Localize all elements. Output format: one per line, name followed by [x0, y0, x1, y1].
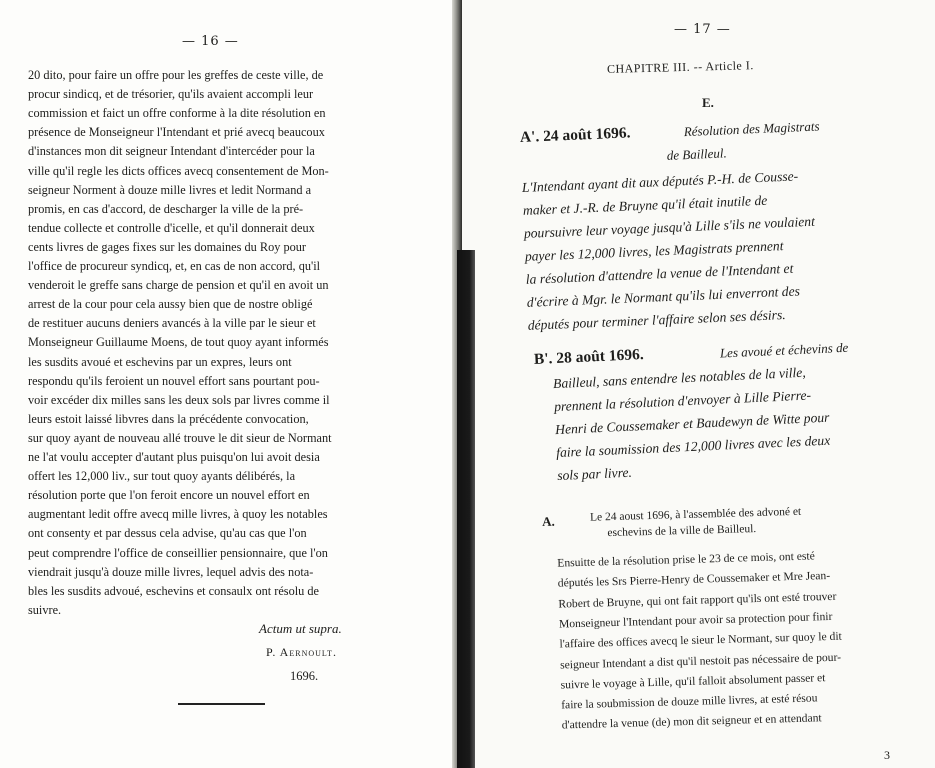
- entry-3-body-line: seigneur Intendant a dist qu'il nestoit pas nécessaire de pour-: [559, 650, 842, 672]
- entry-2-first-line: Les avoué et échevins de: [719, 339, 849, 361]
- section-letter: E.: [702, 95, 714, 110]
- body-line: résolution porte que l'on feroit encore un nouvel effort en: [28, 488, 310, 503]
- body-line: procur sindicq, et de trésorier, qu'ils avaient accompli leur: [28, 87, 314, 102]
- entry-1-title-a: Résolution des Magistrats: [683, 118, 820, 140]
- page-number-right: — 17 —: [674, 22, 731, 37]
- entry-3-first-line: Le 24 aoust 1696, à l'assemblée des advoné et: [589, 505, 802, 524]
- entry-1-body-line: la résolution d'attendre la venue de l'Intendant et: [525, 260, 794, 287]
- body-line: viendrait jusqu'à douze mille livres, lequel advis des nota-: [28, 564, 314, 579]
- entry-3-body-line: députés les Srs Pierre-Henry de Coussemaker et Mre Jean-: [557, 569, 831, 590]
- body-line: voir excéder dix milles sans les deux sols par livres comme il: [28, 392, 330, 407]
- body-line: tendue collecte et controlle d'icelle, et qu'il donnerait deux: [28, 220, 315, 235]
- body-line: d'instances mon dit seigneur Intendant d'intercéder pour la: [28, 144, 315, 159]
- signature-mark: 3: [884, 748, 890, 762]
- body-line: cents livres de gages fixes sur les domaines du Roy pour: [28, 239, 306, 254]
- entry-3-body-line: Monseigneur l'Intendant pour avoir sa protection pour finir: [558, 609, 833, 631]
- body-line: commission et faict un offre conforme à la dite résolution en: [28, 106, 326, 121]
- entry-1-body-line: d'écrire à Mgr. le Normant qu'ils lui enverront des: [526, 283, 801, 310]
- entry-1-body-line: poursuivre leur voyage jusqu'à Lille s'ils ne voulaient: [523, 213, 816, 241]
- body-line: suivre.: [28, 602, 62, 617]
- entry-2-body-line: prennent la résolution d'envoyer à Lille Pierre-: [553, 387, 812, 415]
- body-line: 20 dito, pour faire un offre pour les greffes de ceste ville, de: [28, 68, 324, 82]
- body-line: promis, en cas d'accord, de descharger la ville de la pré-: [28, 201, 304, 216]
- entry-1-body-line: L'Intendant ayant dit aux députés P.-H. de Cousse-: [521, 168, 799, 195]
- closing-rule: [178, 703, 265, 705]
- entry-3-label: A.: [541, 513, 555, 529]
- entry-3-second-line: eschevins de la ville de Bailleul.: [607, 523, 757, 540]
- entry-2-label: B'. 28 août 1696.: [533, 346, 645, 368]
- entry-2-body-line: sols par livre.: [556, 464, 633, 484]
- body-line: offert les 12,000 liv., sur tout quoy ayants délibérés, la: [28, 469, 296, 484]
- entry-3-body-line: Robert de Bruyne, qui ont fait rapport qu'ils ont esté trouver: [558, 589, 837, 611]
- entry-2-body-line: faire la soumission des 12,000 livres avec les deux: [555, 432, 831, 461]
- body-line: ont consenty et par dessus cela advise, qu'au cas que l'on: [28, 526, 307, 541]
- body-line: présence de Monseigneur l'Intendant et prié avecq beaucoux: [28, 125, 325, 140]
- entry-3-body-line: d'attendre la venue (de) mon dit seigneur et en attendant: [561, 711, 822, 732]
- body-line: ville qu'il regle les dicts offices avecq consentement de Mon-: [28, 163, 329, 178]
- entry-1-title-b: de Bailleul.: [666, 145, 727, 163]
- entry-3-body-line: suivre le voyage à Lille, qu'il falloit absolument passer et: [560, 670, 826, 692]
- entry-3-body-line: faire la soubmission de douze mille livres, at esté résou: [561, 691, 818, 712]
- entry-1-body-line: payer les 12,000 livres, les Magistrats prennent: [524, 238, 784, 264]
- body-line: les susdits avoué et eschevins par un expres, leurs ont: [28, 354, 292, 369]
- body-line: l'office de procureur syndicq, et, en cas de non accord, qu'il: [28, 259, 321, 273]
- body-line: ne l'at voulu accepter d'autant plus puisqu'on lui avoit desia: [28, 450, 320, 464]
- body-line: respondu qu'ils feroient un nouvel effort sans pourtant pou-: [28, 373, 320, 388]
- body-line: augmentant ledit offre avecq mille livres, à quoy les notables: [28, 507, 328, 522]
- entry-1-body-line: maker et J.-R. de Bruyne qu'il était inutile de: [522, 192, 768, 218]
- closing-formula: Actum ut supra.: [259, 621, 342, 636]
- body-line: de restituer aucuns deniers avancés à la ville par le sieur et: [28, 316, 316, 331]
- entry-1-body-line: députés pour terminer l'affaire selon ses désirs.: [527, 307, 786, 333]
- body-line: seigneur Norment à douze mille livres et ledit Normand a: [28, 182, 312, 197]
- left-page: [0, 0, 452, 768]
- book-spine-shadow: [457, 250, 475, 768]
- body-line: venderoit le greffe sans charge de pension et qu'il en avoit un: [28, 278, 329, 293]
- body-line: bles les susdits advoué, eschevins et consaulx ont résolu de: [28, 583, 319, 598]
- body-line: sur quoy ayant de nouveau allé trouve le dit sieur de Normant: [28, 430, 332, 445]
- entry-3-body-line: Ensuitte de la résolution prise le 23 de ce mois, ont esté: [557, 549, 815, 570]
- year: 1696.: [290, 669, 319, 683]
- body-line: peut comprendre l'office de conseillier pensionnaire, que l'on: [28, 545, 328, 560]
- entry-3-body-line: l'affaire des offices avecq le sieur le Normant, sur quoy le dit: [559, 629, 842, 651]
- chapter-heading: CHAPITRE III. -- Article I.: [606, 58, 754, 76]
- entry-2-body-line: Bailleul, sans entendre les notables de la ville,: [552, 364, 807, 392]
- page-number-left: — 16 —: [182, 34, 239, 49]
- body-line: arrest de la cour pour cela aussy bien que de nostre obligé: [28, 297, 313, 312]
- right-page: [462, 0, 935, 768]
- signature: P. Aernoult.: [266, 645, 337, 659]
- entry-1-label: A'. 24 août 1696.: [519, 124, 631, 146]
- body-line: Monseigneur Guillaume Moens, de tout quoy ayant informés: [28, 335, 329, 350]
- entry-2-body-line: Henri de Coussemaker et Baudewyn de Witte pour: [554, 409, 830, 438]
- body-line: leurs estoit laissé libvres dans la précédente convocation,: [28, 411, 309, 426]
